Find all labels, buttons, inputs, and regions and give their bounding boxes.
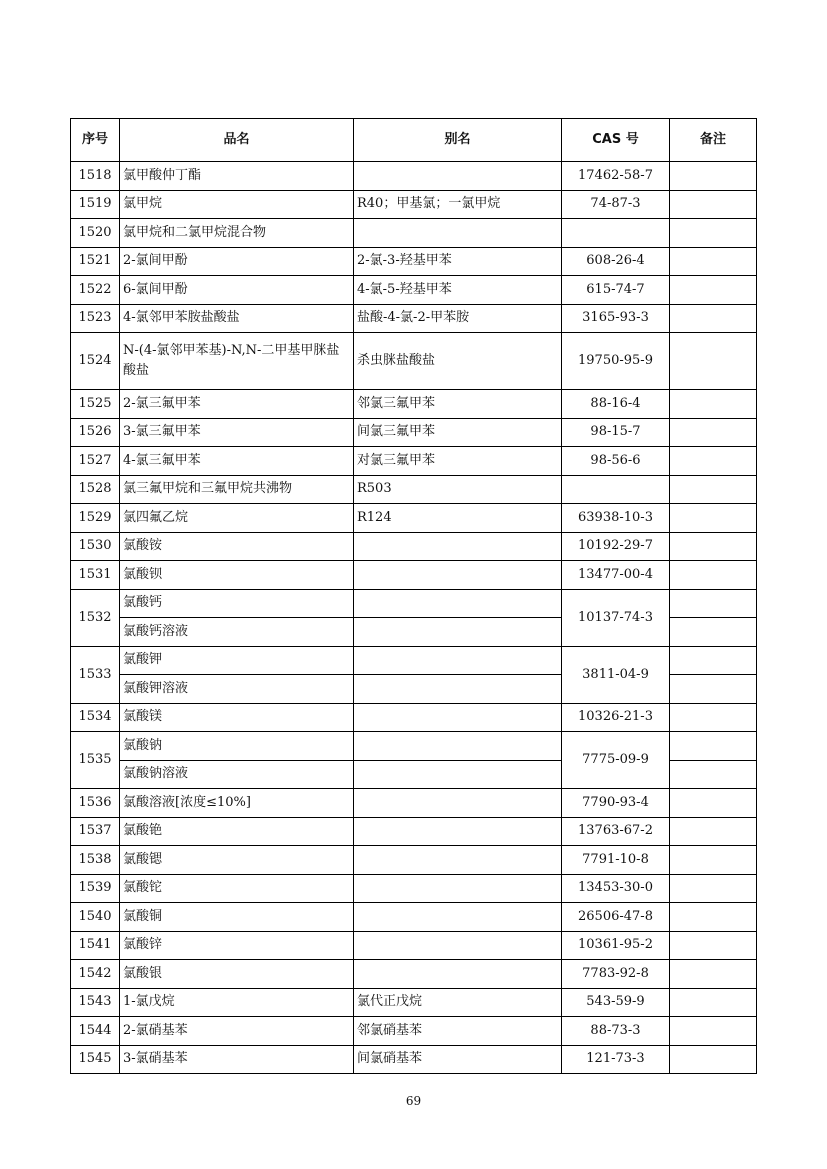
product-name-cell: 2-氯硝基苯 [120,1017,354,1046]
product-name-cell: 4-氯三氟甲苯 [120,447,354,476]
serial-number-cell: 1545 [71,1045,120,1074]
alias-cell [354,874,562,903]
note-cell [670,703,757,732]
cas-number-cell: 7791-10-8 [562,846,670,875]
product-name-cell: 氯酸钾 [120,646,354,675]
product-name-cell: 3-氯三氟甲苯 [120,418,354,447]
serial-number-cell: 1530 [71,532,120,561]
alias-cell [354,561,562,590]
note-cell [670,219,757,248]
cas-number-cell: 7790-93-4 [562,789,670,818]
note-cell [670,475,757,504]
note-cell [670,846,757,875]
alias-cell: 4-氯-5-羟基甲苯 [354,276,562,305]
alias-cell [354,732,562,761]
alias-cell [354,960,562,989]
cas-number-cell: 13763-67-2 [562,817,670,846]
serial-number-cell: 1526 [71,418,120,447]
table-row [71,447,757,476]
note-cell [670,903,757,932]
cas-number-cell: 98-56-6 [562,447,670,476]
table-row [71,732,757,761]
alias-cell: 盐酸-4-氯-2-甲苯胺 [354,304,562,333]
serial-number-cell: 1532 [71,589,120,646]
note-cell [670,247,757,276]
table-row [71,561,757,590]
note-cell [670,817,757,846]
product-name-cell: 1-氯戊烷 [120,988,354,1017]
serial-number-cell: 1519 [71,190,120,219]
serial-number-cell: 1537 [71,817,120,846]
alias-cell [354,703,562,732]
table-row [71,846,757,875]
table-row [71,874,757,903]
alias-cell [354,846,562,875]
cas-number-cell: 10192-29-7 [562,532,670,561]
cas-number-cell: 10137-74-3 [562,589,670,646]
product-name-cell: 氯甲烷和二氯甲烷混合物 [120,219,354,248]
alias-cell [354,931,562,960]
cas-number-cell: 13477-00-4 [562,561,670,590]
cas-number-cell: 74-87-3 [562,190,670,219]
cas-number-cell: 10326-21-3 [562,703,670,732]
table-row [71,903,757,932]
column-header-note: 备注 [670,119,757,162]
note-cell [670,589,757,618]
alias-cell: R503 [354,475,562,504]
table-row [71,646,757,675]
table-row [71,247,757,276]
serial-number-cell: 1535 [71,732,120,789]
table-row [71,475,757,504]
product-name-cell: 氯四氟乙烷 [120,504,354,533]
alias-cell: 邻氯硝基苯 [354,1017,562,1046]
cas-number-cell: 3811-04-9 [562,646,670,703]
alias-cell: 2-氯-3-羟基甲苯 [354,247,562,276]
serial-number-cell: 1539 [71,874,120,903]
serial-number-cell: 1524 [71,333,120,390]
product-name-cell: 氯甲烷 [120,190,354,219]
table-row [71,532,757,561]
product-name-cell: 3-氯硝基苯 [120,1045,354,1074]
serial-number-cell: 1523 [71,304,120,333]
note-cell [670,1017,757,1046]
serial-number-cell: 1522 [71,276,120,305]
product-name-cell: 氯酸钡 [120,561,354,590]
table-row [71,988,757,1017]
product-name-cell: 氯酸钠溶液 [120,760,354,789]
alias-cell [354,646,562,675]
note-cell [670,333,757,390]
product-name-cell: 2-氯间甲酚 [120,247,354,276]
serial-number-cell: 1544 [71,1017,120,1046]
product-name-cell: 氯酸锶 [120,846,354,875]
table-row [71,1017,757,1046]
note-cell [670,789,757,818]
note-cell [670,760,757,789]
table-row [71,931,757,960]
alias-cell [354,589,562,618]
cas-number-cell: 17462-58-7 [562,162,670,191]
column-header-name: 品名 [120,119,354,162]
note-cell [670,988,757,1017]
note-cell [670,390,757,419]
note-cell [670,447,757,476]
alias-cell: 间氯硝基苯 [354,1045,562,1074]
serial-number-cell: 1527 [71,447,120,476]
note-cell [670,1045,757,1074]
serial-number-cell: 1528 [71,475,120,504]
cas-number-cell: 13453-30-0 [562,874,670,903]
chemical-list-table [70,118,757,1074]
cas-number-cell: 63938-10-3 [562,504,670,533]
table-row [71,504,757,533]
alias-cell [354,760,562,789]
table-body [71,162,757,1074]
note-cell [670,960,757,989]
alias-cell [354,162,562,191]
alias-cell: 对氯三氟甲苯 [354,447,562,476]
column-header-alias: 别名 [354,119,562,162]
table-row [71,817,757,846]
serial-number-cell: 1542 [71,960,120,989]
serial-number-cell: 1521 [71,247,120,276]
serial-number-cell: 1541 [71,931,120,960]
product-name-cell: 2-氯三氟甲苯 [120,390,354,419]
alias-cell [354,618,562,647]
cas-number-cell: 543-59-9 [562,988,670,1017]
cas-number-cell: 7783-92-8 [562,960,670,989]
alias-cell [354,789,562,818]
note-cell [670,646,757,675]
product-name-cell: 氯三氟甲烷和三氟甲烷共沸物 [120,475,354,504]
note-cell [670,418,757,447]
table-row [71,276,757,305]
serial-number-cell: 1540 [71,903,120,932]
cas-number-cell: 615-74-7 [562,276,670,305]
alias-cell: R40；甲基氯；一氯甲烷 [354,190,562,219]
product-name-cell: 氯酸镁 [120,703,354,732]
serial-number-cell: 1531 [71,561,120,590]
alias-cell [354,675,562,704]
cas-number-cell: 3165-93-3 [562,304,670,333]
note-cell [670,618,757,647]
note-cell [670,532,757,561]
table-row [71,219,757,248]
table-row [71,703,757,732]
table-header-row [71,119,757,162]
column-header-cas: CAS 号 [562,119,670,162]
table-row [71,589,757,618]
serial-number-cell: 1520 [71,219,120,248]
table-row [71,960,757,989]
note-cell [670,190,757,219]
note-cell [670,561,757,590]
page-number: 69 [405,1094,422,1108]
alias-cell [354,219,562,248]
note-cell [670,732,757,761]
cas-number-cell: 88-73-3 [562,1017,670,1046]
product-name-cell: 氯甲酸仲丁酯 [120,162,354,191]
note-cell [670,675,757,704]
product-name-cell: 氯酸钠 [120,732,354,761]
product-name-cell: 氯酸铵 [120,532,354,561]
table-row [71,789,757,818]
cas-number-cell: 121-73-3 [562,1045,670,1074]
alias-cell: 杀虫脒盐酸盐 [354,333,562,390]
note-cell [670,931,757,960]
product-name-cell: 氯酸钙 [120,589,354,618]
product-name-cell: 氯酸铯 [120,817,354,846]
product-name-cell: 氯酸钙溶液 [120,618,354,647]
cas-number-cell: 88-16-4 [562,390,670,419]
note-cell [670,276,757,305]
serial-number-cell: 1529 [71,504,120,533]
table-row [71,190,757,219]
serial-number-cell: 1543 [71,988,120,1017]
cas-number-cell [562,475,670,504]
alias-cell [354,532,562,561]
table-row [71,304,757,333]
alias-cell: 邻氯三氟甲苯 [354,390,562,419]
column-header-no: 序号 [71,119,120,162]
product-name-cell: 氯酸铊 [120,874,354,903]
note-cell [670,304,757,333]
table-row [71,418,757,447]
product-name-cell: 氯酸溶液[浓度≤10%] [120,789,354,818]
product-name-cell: 6-氯间甲酚 [120,276,354,305]
table-row [71,1045,757,1074]
table-row [71,333,757,390]
serial-number-cell: 1533 [71,646,120,703]
product-name-cell: 氯酸锌 [120,931,354,960]
product-name-cell: 氯酸铜 [120,903,354,932]
cas-number-cell: 7775-09-9 [562,732,670,789]
note-cell [670,874,757,903]
cas-number-cell: 608-26-4 [562,247,670,276]
product-name-cell: N-(4-氯邻甲苯基)-N,N-二甲基甲脒盐酸盐 [120,333,354,390]
serial-number-cell: 1525 [71,390,120,419]
alias-cell [354,903,562,932]
serial-number-cell: 1534 [71,703,120,732]
note-cell [670,504,757,533]
product-name-cell: 4-氯邻甲苯胺盐酸盐 [120,304,354,333]
serial-number-cell: 1536 [71,789,120,818]
cas-number-cell: 19750-95-9 [562,333,670,390]
note-cell [670,162,757,191]
alias-cell: 间氯三氟甲苯 [354,418,562,447]
table-row [71,162,757,191]
product-name-cell: 氯酸银 [120,960,354,989]
serial-number-cell: 1518 [71,162,120,191]
product-name-cell: 氯酸钾溶液 [120,675,354,704]
cas-number-cell: 26506-47-8 [562,903,670,932]
cas-number-cell: 98-15-7 [562,418,670,447]
alias-cell: 氯代正戊烷 [354,988,562,1017]
alias-cell [354,817,562,846]
cas-number-cell [562,219,670,248]
alias-cell: R124 [354,504,562,533]
serial-number-cell: 1538 [71,846,120,875]
table-row [71,390,757,419]
cas-number-cell: 10361-95-2 [562,931,670,960]
